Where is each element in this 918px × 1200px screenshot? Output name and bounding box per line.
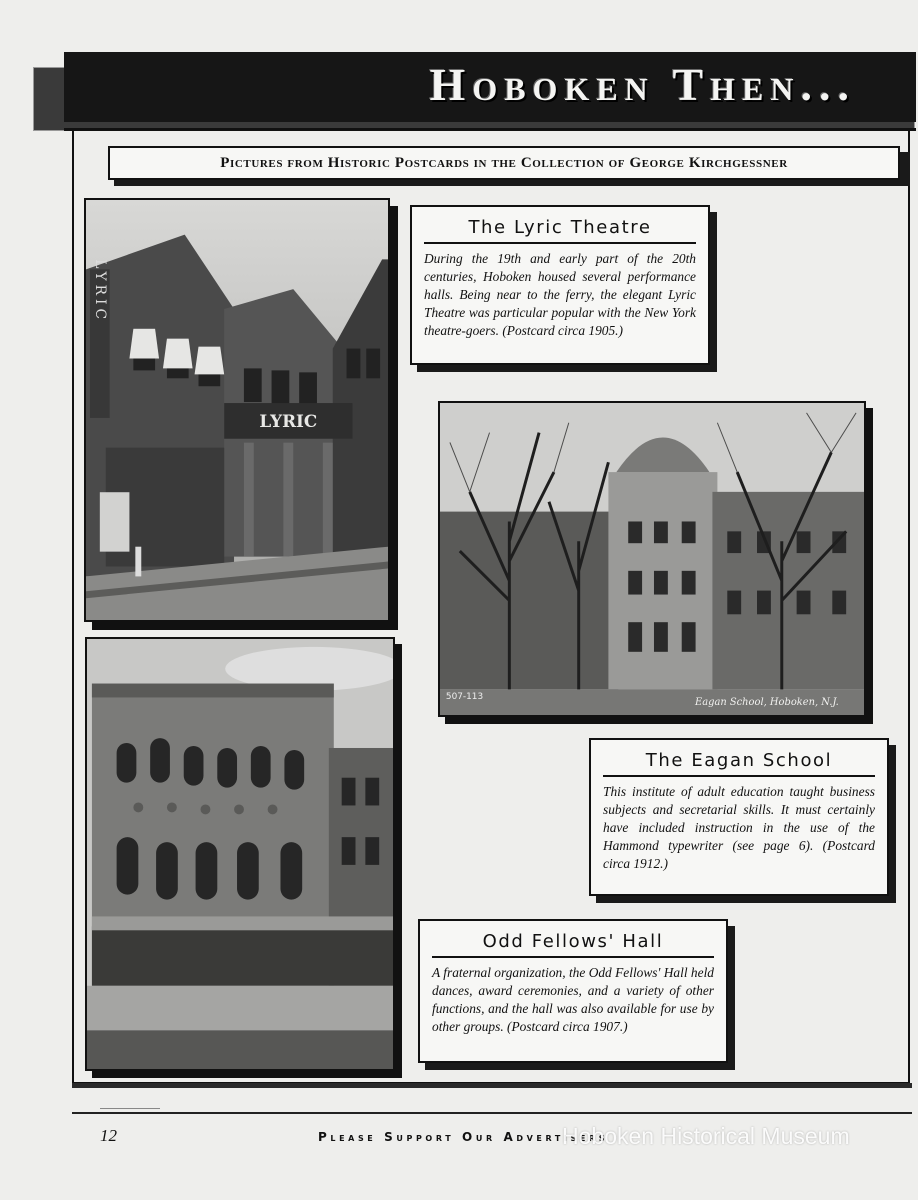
eagan-school-illustration [440,403,864,715]
odd-fellows-hall-description: A fraternal organization, the Odd Fellows' Hall held dances, award ceremonies, and a variety of other functions, and the hall was also available for use by other groups. (Postcard circa 1907.) [432,965,714,1034]
odd-fellows-hall-heading: Odd Fellows' Hall [432,931,714,958]
lyric-marquee-sign: LYRIC [259,410,318,431]
masthead [64,52,916,122]
footer-advertisers-note: Please Support Our Advertisers [318,1130,609,1144]
footer-rule [72,1112,912,1114]
content-frame-shadow [72,1083,912,1088]
eagan-school-description: This institute of adult education taught business subjects and secretarial skills. It must certainly have included instruction in the use of the Hammond typewriter (see page 6). (Postcard circa 1912.) [603,784,875,871]
odd-fellows-hall-illustration [87,639,393,1069]
lyric-vertical-sign: LYRIC [91,259,108,324]
odd-fellows-hall-photo [85,637,395,1071]
masthead-title: Hoboken Then... [429,59,856,110]
footer-rule-short [100,1108,160,1109]
odd-fellows-hall-caption [418,919,728,1063]
eagan-photo-number: 507-113 [445,692,484,703]
eagan-photo-caption: Eagan School, Hoboken, N.J. [695,697,839,709]
lyric-theatre-heading: The Lyric Theatre [424,217,696,244]
museum-watermark: Hoboken Historical Museum [562,1123,850,1149]
lyric-theatre-illustration [86,200,388,620]
subtitle-banner: Pictures from Historic Postcards in the Collection of George Kirchgessner [108,146,900,180]
page-number: 12 [100,1126,117,1145]
eagan-school-heading: The Eagan School [603,750,875,777]
lyric-theatre-description: During the 19th and early part of the 20th centuries, Hoboken housed several performance halls. Being near to the ferry, the elegant Lyric Theatre was particular popular with the New York theatre-goers. (Postcard circa 1905.) [424,251,696,338]
lyric-theatre-caption [410,205,710,365]
eagan-school-caption [589,738,889,896]
eagan-school-photo [438,401,866,717]
lyric-theatre-photo [84,198,390,622]
